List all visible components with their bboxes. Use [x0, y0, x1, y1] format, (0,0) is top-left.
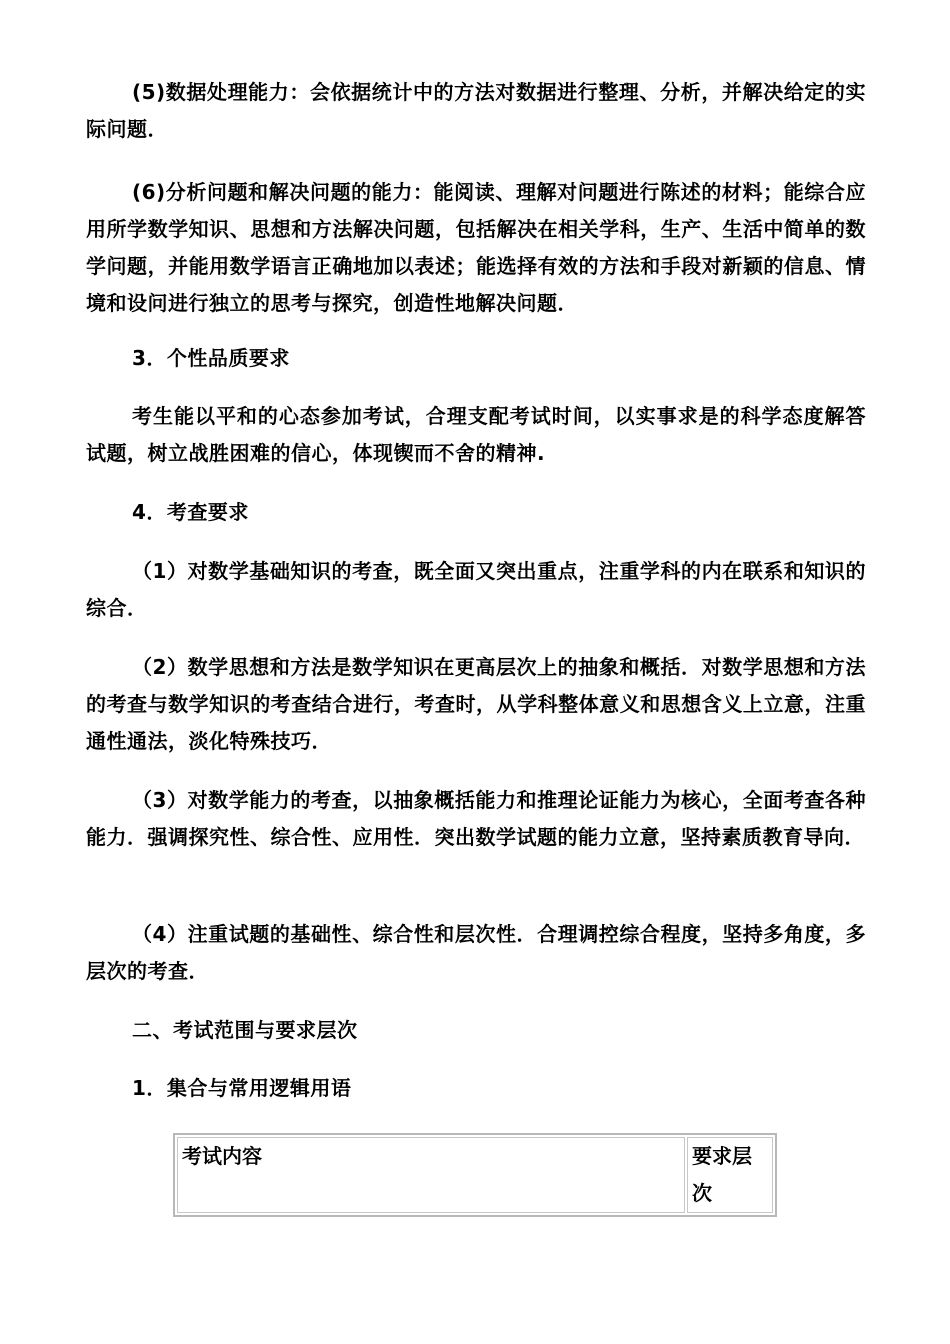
paragraph-problem-solving: (6)分析问题和解决问题的能力：能阅读、理解对问题进行陈述的材料；能综合应用所学数学知识、思想和方法解决问题，包括解决在相关学科，生产、生活中简单的数学问题，并能用数学语言正确地加以表述；能选择有效的方法和手段对新颖的信息、情境和设问进行独立的思考与探究，创造性地解决问题．: [86, 180, 866, 315]
heading-subsection-1: 1．集合与常用逻辑用语: [132, 1076, 352, 1100]
heading-personality: 3．个性品质要求: [132, 346, 290, 370]
paragraph-requirement-3: （3）对数学能力的考查，以抽象概括能力和推理论证能力为核心，全面考查各种能力．强调探究性、综合性、应用性．突出数学试题的能力立意，坚持素质教育导向．: [86, 788, 866, 849]
heading-exam-requirements: 4．考查要求: [132, 500, 249, 524]
requirements-table: [173, 1133, 777, 1217]
table-header-level: 要求层次: [687, 1137, 773, 1213]
table-header-content: 考试内容: [177, 1137, 685, 1213]
paragraph-requirement-4: （4）注重试题的基础性、综合性和层次性．合理调控综合程度，坚持多角度，多层次的考查．: [86, 922, 866, 983]
paragraph-data-processing: (5)数据处理能力：会依据统计中的方法对数据进行整理、分析，并解决给定的实际问题．: [86, 80, 866, 141]
paragraph-requirement-1: （1）对数学基础知识的考查，既全面又突出重点，注重学科的内在联系和知识的综合．: [86, 559, 866, 620]
paragraph-personality: 考生能以平和的心态参加考试，合理支配考试时间，以实事求是的科学态度解答试题，树立战胜困难的信心，体现锲而不舍的精神.: [86, 404, 866, 465]
heading-section-2: 二、考试范围与要求层次: [132, 1018, 358, 1042]
paragraph-requirement-2: （2）数学思想和方法是数学知识在更高层次上的抽象和概括．对数学思想和方法的考查与数学知识的考查结合进行，考查时，从学科整体意义和思想含义上立意，注重通性通法，淡化特殊技巧．: [86, 655, 866, 753]
